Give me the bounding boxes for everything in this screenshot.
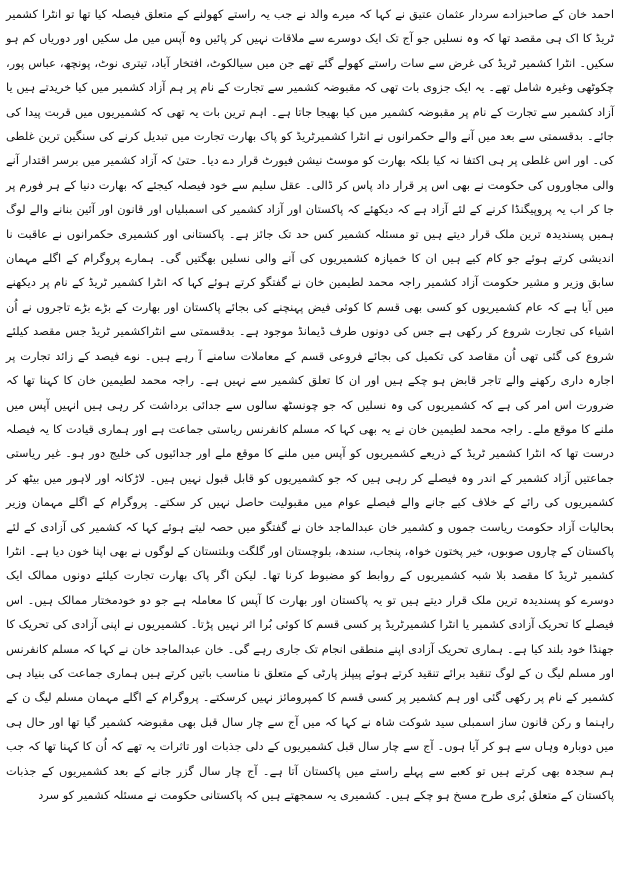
article-body bbox=[6, 2, 614, 807]
article-paragraph: احمد خان کے صاحبزادے سردار عثمان عتیق نے کہا کہ میرے والد نے جب یہ راستے کھولنے کے متعلق فیصلہ کیا تھا تو انٹرا کشمیر ٹریڈ کا اک ہی مقصد تھا کہ وہ نسلیں جو آج تک ایک دوسرے سے ملاقات نہیں کر پائیں وہ آپس میں مل سکیں اور دوریاں کم ہو سکیں۔ انٹرا کشمیر ٹریڈ کی غرض سے سات راستے کھولے گئے تھے جن میں سیالکوٹ، افتخار آباد، تیتری نوٹ، پونچھ، عباس پور، چکوٹھی وغیرہ شامل تھے۔ یہ ایک جزوی بات تھی کہ مقبوضہ کشمیر سے تجارت کے نام پر ہم آزاد کشمیر میں کیا خریدتے ہیں یا آزاد کشمیر سے تجارت کے نام پر مقبوضہ کشمیر میں کیا بھیجا جاتا ہے۔ اہم ترین بات یہ تھی کہ کشمیریوں میں قربت پیدا کی جائے۔ بدقسمتی سے بعد میں آنے والے حکمرانوں نے انٹرا کشمیرٹریڈ کو پاک بھارت تجارت میں تبدیل کرنے کی سنگین ترین غلطی کی۔ اور اس غلطی پر ہی اکتفا نہ کیا بلکہ بھارت کو موسٹ نیشن فیورٹ قرار دے دیا۔ حتیٰ کہ آزاد کشمیر میں برسر اقتدار آنے والی مجاوروں کی حکومت نے بھی اس پر قرار داد پاس کر ڈالی۔ عقل سلیم سے خود فیصلہ کیجئے کہ بھارت دنیا کے ہر فورم پر جا کر اب یہ پروپیگنڈا کرنے کے لئے آزاد ہے کہ دیکھئے کہ پاکستان اور آزاد کشمیر کی اسمبلیاں اور قانون اور آئین بنانے والے لوگ ہمیں پسندیدہ ترین ملک قرار دیتے ہیں تو مسئلہ کشمیر کس حد تک جائز ہے۔ پاکستانی اور کشمیری حکمرانوں نے عاقبت نا اندیشی کرتے ہوئے جو کام کیے ہیں ان کا خمیازہ کشمیریوں کی آنے والی نسلیں بھگتیں گی۔ ہمارے پروگرام کے اگلے مہمان سابق وزیر و مشیر حکومت آزاد کشمیر راجہ محمد لطیمین خان نے گفتگو کرتے ہوئے کہا کہ انٹرا کشمیر ٹریڈ کے نام پر دیکھنے میں آیا ہے کہ عام کشمیریوں کو کسی بھی قسم کا کوئی فیض پہنچنے کی بجائے پاکستان اور بھارت کے بڑے بڑے تاجروں نے اُن اشیاء کی تجارت شروع کر رکھی ہے جس کی دونوں طرف ڈیمانڈ موجود ہے۔ بدقسمتی سے انٹراکشمیر ٹریڈ جس مقصد کیلئے شروع کی گئی تھی اُن مقاصد کی تکمیل کی بجائے فروعی قسم کے معاملات سامنے آ رہے ہیں۔ نوے فیصد کے زائد تجارت پر اجارہ داری رکھنے والے تاجر قابض ہو چکے ہیں اور ان کا تعلق کشمیر سے نہیں ہے۔ راجہ محمد لطیمین خان کا کہنا تھا کہ ضرورت اس امر کی ہے کہ کشمیریوں کی وہ نسلیں کہ جو چونسٹھ سالوں سے جدائی برداشت کر رہی ہیں انہیں آپس میں ملنے کا موقع ملے۔ راجہ محمد لطیمین خان نے یہ بھی کہا کہ مسلم کانفرنس ریاستی جماعت ہے اور ہماری قیادت کا یہ فیصلہ درست تھا کہ انٹرا کشمیر ٹریڈ کے ذریعے کشمیریوں کو آپس میں ملنے کا موقع ملے اور جدائیوں کی خلیج دور ہو۔ غیر ریاستی جماعتیں آزاد کشمیر کے اندر وہ فیصلے کر رہی ہیں کہ جو کشمیریوں کو قابل قبول نہیں ہیں۔ لاڑکانہ اور لاہور میں بیٹھ کر کشمیریوں کی رائے کے خلاف کیے جانے والے فیصلے عوام میں مقبولیت حاصل نہیں کر سکتے۔ پروگرام کے اگلے مہمان وزیر بحالیات آزاد حکومت ریاست جموں و کشمیر خان عبدالماجد خان نے گفتگو میں حصہ لیتے ہوئے کہا کہ کشمیر کی آزادی کے لئے پاکستان کے چاروں صوبوں، خیر پختون خواہ، پنجاب، سندھ، بلوچستان اور گلگت وبلتستان کے لوگوں نے بھی اپنا خون دیا ہے۔ انٹرا کشمیر ٹریڈ کا مقصد بلا شبہ کشمیریوں کے روابط کو مضبوط کرنا تھا۔ لیکن اگر پاک بھارت تجارت کیلئے دونوں ممالک ایک دوسرے کو پسندیدہ ترین ملک قرار دیتے ہیں تو یہ پاکستان اور بھارت کا آپس کا معاملہ ہے جو دو خودمختار ممالک ہیں۔ اس فیصلے کا تحریک آزادی کشمیر یا انٹرا کشمیرٹریڈ پر کسی قسم کا کوئی بُرا اثر نہیں پڑتا۔ کشمیریوں نے اپنی آزادی کی تحریک کا جھنڈا خود بلند کیا ہے۔ ہماری تحریک آزادی اپنے منطقی انجام تک جاری رہے گی۔ خان عبدالماجد خان نے کہا کہ مسلم کانفرنس اور مسلم لیگ ن کے لوگ تنقید برائے تنقید کرتے ہوئے پیپلز پارٹی کے متعلق نا مناسب باتیں کرتے ہیں ہماری جماعت کی بنیاد ہی کشمیر کے نام پر رکھی گئی اور ہم کشمیر پر کسی قسم کا کمپرومائز نہیں کرسکتے۔ پروگرام کے اگلے مہمان مسلم لیگ ن کے راہنما و رکن قانون ساز اسمبلی سید شوکت شاہ نے کہا کہ میں آج سے چار سال قبل بھی مقبوضہ کشمیر گیا تھا اور حال ہی میں دوبارہ وہاں سے ہو کر آیا ہوں۔ آج سے چار سال قبل کشمیریوں کے دلی جذبات اور تاثرات یہ تھے کہ اُن کا کہنا تھا کہ جب ہم سجدہ بھی کرتے ہیں تو کعبے سے پہلے راستے میں پاکستان آتا ہے۔ آج چار سال گزر جانے کے بعد کشمیریوں کے جذبات پاکستان کے متعلق بُری طرح مسخ ہو چکے ہیں۔ کشمیری یہ سمجھتے ہیں کہ پاکستانی حکومت نے مسئلہ کشمیر کو سرد bbox=[6, 7, 614, 802]
